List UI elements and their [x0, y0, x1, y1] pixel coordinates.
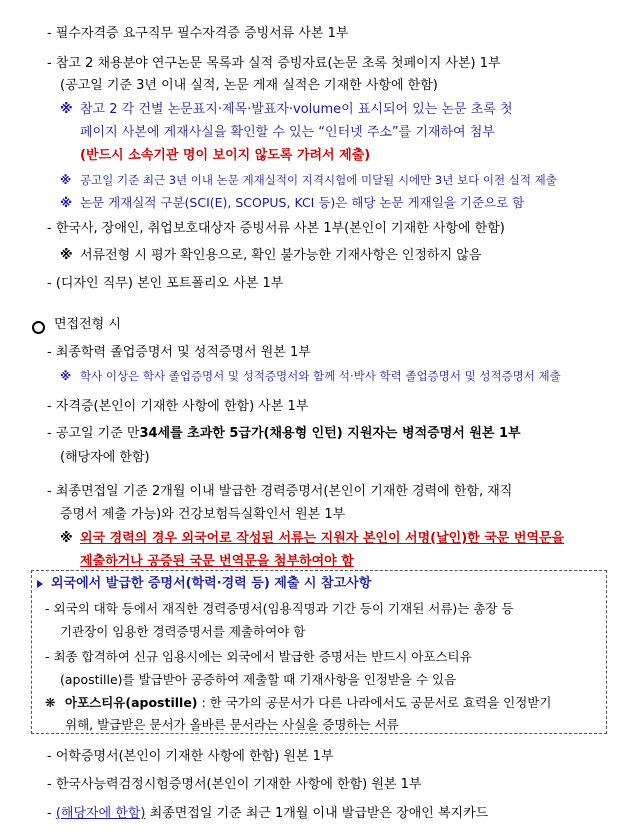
note-3year: ※ 공고일 기준 최근 3년 이내 논문 게재실적이 지격시험에 미달될 시에만 3년 보다 이전 실적 제출 — [60, 173, 557, 187]
line-research-paper: - 참고 2 채용분야 연구논문 목록과 실적 증빙자료(논문 초록 첫페이지 사본) 1부 — [47, 56, 501, 71]
box-item-2-cont: (apostille)를 발급받아 공증하여 제출할 때 기재사항을 인정받을 수 있음 — [60, 672, 457, 687]
note-degree: ※ 학사 이상은 학사 졸업증명서 및 성적증명서와 함께 석·박사 학력 졸업증명서 및 성적증명서 제출 — [60, 369, 561, 383]
note-mark: ※ — [60, 195, 73, 210]
line-career-cert-cont: 증명서 제출 가능)와 건강보험득실확인서 원본 1부 — [60, 507, 346, 522]
line-language-cert: - 어학증명서(본인이 기재한 사항에 한함) 원본 1부 — [47, 749, 334, 764]
note-evaluation: ※ 서류전형 시 평가 확인용으로, 확인 불가능한 기재사항은 인정하지 않음 — [60, 248, 482, 263]
note-foreign-career-cont: 제출하거나 공증된 국문 번역문을 첨부하여야 함 — [80, 554, 354, 569]
note-paper-cover-warning: (반드시 소속기관 명이 보이지 않도록 가려서 제출) — [80, 148, 371, 163]
box-title: 외국에서 발급한 증명서(학력·경력 등) 제출 시 참고사항 — [37, 575, 371, 593]
note-mark: ※ — [60, 531, 73, 546]
triangle-icon — [37, 580, 43, 588]
star-icon: ❋ — [45, 695, 56, 710]
note-mark: ※ — [60, 369, 72, 383]
box-item-2: - 최종 합격하여 신규 임용시에는 외국에서 발급한 증명서는 반드시 아포스티유 — [45, 649, 472, 664]
line-disability-card: - (해당자에 한함) 최종면접일 기준 최근 1개월 이내 발급받은 장애인 복지카드 — [47, 806, 489, 821]
box-item-1: - 외국의 대학 등에서 재직한 경력증명서(임용직명과 기간 등이 기재된 서류)는 총장 등 — [45, 601, 514, 616]
line-research-paper-note: (공고일 기준 3년 이내 실적, 논문 게재 실적은 기재한 사항에 한함) — [60, 78, 438, 93]
line-korean-history-cert: - 한국사능력검정시험증명서(본인이 기재한 사항에 한함) 원본 1부 — [47, 777, 422, 792]
line-required-cert: - 필수자격증 요구직무 필수자격증 증빙서류 사본 1부 — [47, 26, 349, 41]
line-military: - 공고일 기준 만34세를 초과한 5급가(채용형 인턴) 지원자는 병적증명서 원본 1부 — [47, 426, 521, 441]
box-item-3: ❋ 아포스티유(apostille) : 한 국가의 공문서가 다른 나라에서도 공문서로 효력을 인정받기 — [45, 695, 552, 710]
line-korean-history: - 한국사, 장애인, 취업보호대상자 증빙서류 사본 1부(본인이 기재한 사항에 한함) — [47, 221, 505, 236]
line-diploma: - 최종학력 졸업증명서 및 성적증명서 원본 1부 — [47, 345, 311, 360]
line-military-note: (해당자에 한함) — [60, 450, 150, 465]
note-classification: ※ 논문 게재실적 구분(SCI(E), SCOPUS, KCI 등)은 해당 논문 게재일을 기준으로 함 — [60, 195, 525, 210]
note-foreign-career: ※ 외국 경력의 경우 외국어로 작성된 서류는 지원자 본인이 서명(날인)한 국문 번역문을 — [60, 531, 565, 546]
line-certificate: - 자격증(본인이 기재한 사항에 한함) 사본 1부 — [47, 399, 309, 414]
section-bullet-icon — [32, 321, 45, 334]
dash-mark: - — [47, 806, 52, 821]
note-mark: ※ — [60, 173, 72, 187]
line-portfolio: - (디자인 직무) 본인 포트폴리오 사본 1부 — [47, 276, 284, 291]
note-mark: ※ — [60, 248, 73, 263]
box-item-3-cont: 위해, 발급받은 문서가 올바른 문서라는 사실을 증명하는 서류 — [65, 717, 399, 732]
box-item-1-cont: 기관장이 임용한 경력증명서를 제출하여야 함 — [60, 624, 306, 639]
line-career-cert: - 최종면접일 기준 2개월 이내 발급한 경력증명서(본인이 기재한 경력에 한함, 재직 — [47, 484, 513, 499]
note-paper-cover: ※ 참고 2 각 건별 논문표지·제목·발표자·volume이 표시되어 있는 논문 초록 첫 — [60, 102, 513, 117]
note-paper-cover-cont: 페이지 사본에 게재사실을 확인할 수 있는 “인터넷 주소”를 기재하여 첨부 — [80, 125, 495, 140]
note-mark: ※ — [60, 102, 73, 117]
section-heading-interview: 면접전형 시 — [54, 317, 121, 332]
